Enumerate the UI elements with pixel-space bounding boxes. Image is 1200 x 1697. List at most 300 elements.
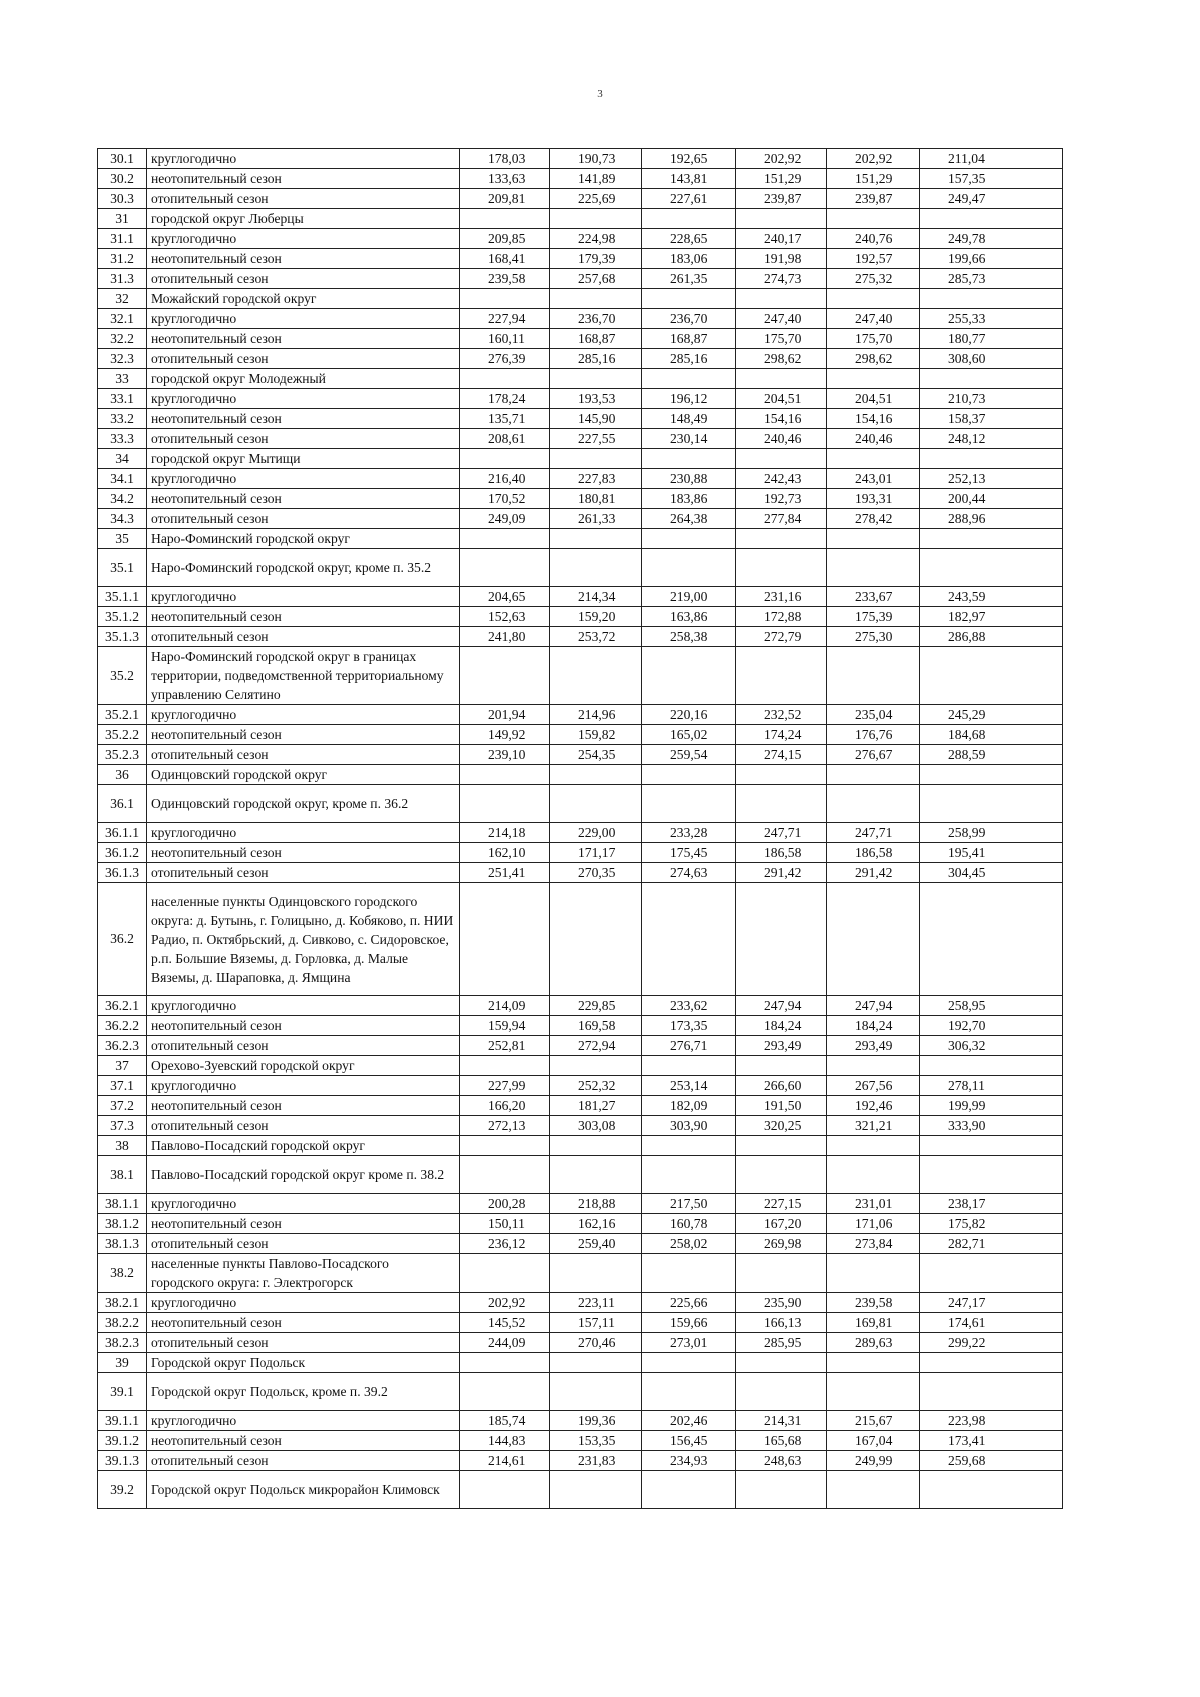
row-name: круглогодично (147, 309, 460, 329)
tariff-value (460, 1156, 550, 1194)
tariff-value: 274,63 (642, 863, 736, 883)
row-number: 38.2.2 (98, 1313, 147, 1333)
tariff-value: 266,60 (736, 1076, 827, 1096)
tariff-value: 135,71 (460, 409, 550, 429)
row-name: неотопительный сезон (147, 1214, 460, 1234)
page-number: 3 (597, 88, 603, 100)
tariff-value: 229,85 (550, 996, 642, 1016)
row-name: круглогодично (147, 705, 460, 725)
tariff-value (736, 449, 827, 469)
tariff-value: 144,83 (460, 1431, 550, 1451)
tariff-value: 141,89 (550, 169, 642, 189)
tariff-value: 236,70 (550, 309, 642, 329)
tariff-value (642, 1136, 736, 1156)
tariff-value: 278,42 (827, 509, 920, 529)
tariff-value: 258,38 (642, 627, 736, 647)
tariff-value: 273,84 (827, 1234, 920, 1254)
tariff-value (460, 765, 550, 785)
tariff-value (827, 1353, 920, 1373)
tariff-value (460, 369, 550, 389)
row-number: 31.3 (98, 269, 147, 289)
tariff-value (736, 289, 827, 309)
tariff-value (736, 1373, 827, 1411)
tariff-value: 293,49 (736, 1036, 827, 1056)
table-row (98, 1056, 1063, 1076)
tariff-value (920, 369, 1063, 389)
table-row (98, 1156, 1063, 1194)
row-name: отопительный сезон (147, 627, 460, 647)
tariff-value: 193,31 (827, 489, 920, 509)
tariff-value (550, 1254, 642, 1293)
row-number: 36.1.1 (98, 823, 147, 843)
tariff-value: 171,17 (550, 843, 642, 863)
row-name: неотопительный сезон (147, 1096, 460, 1116)
tariff-value: 202,46 (642, 1411, 736, 1431)
tariff-value: 215,67 (827, 1411, 920, 1431)
tariff-value: 277,84 (736, 509, 827, 529)
tariff-value: 167,20 (736, 1214, 827, 1234)
row-name: круглогодично (147, 1076, 460, 1096)
tariff-value: 261,35 (642, 269, 736, 289)
tariff-value: 223,11 (550, 1293, 642, 1313)
tariff-value: 202,92 (736, 149, 827, 169)
tariff-value: 183,06 (642, 249, 736, 269)
row-number: 36.1 (98, 785, 147, 823)
tariff-value: 247,40 (827, 309, 920, 329)
table-row (98, 627, 1063, 647)
tariff-value: 304,45 (920, 863, 1063, 883)
tariff-value: 276,39 (460, 349, 550, 369)
tariff-value: 193,53 (550, 389, 642, 409)
tariff-value: 178,03 (460, 149, 550, 169)
row-name: неотопительный сезон (147, 607, 460, 627)
tariff-value (827, 1471, 920, 1509)
row-number: 32.1 (98, 309, 147, 329)
tariff-value: 258,99 (920, 823, 1063, 843)
row-number: 34 (98, 449, 147, 469)
row-number: 30.3 (98, 189, 147, 209)
tariff-value: 254,35 (550, 745, 642, 765)
row-name: неотопительный сезон (147, 409, 460, 429)
tariff-value: 240,46 (827, 429, 920, 449)
tariff-value: 174,61 (920, 1313, 1063, 1333)
tariff-value: 148,49 (642, 409, 736, 429)
tariff-value: 306,32 (920, 1036, 1063, 1056)
tariff-value: 227,94 (460, 309, 550, 329)
tariff-value: 182,97 (920, 607, 1063, 627)
tariff-value: 186,58 (827, 843, 920, 863)
table-row (98, 843, 1063, 863)
tariff-value: 276,67 (827, 745, 920, 765)
tariff-value: 321,21 (827, 1116, 920, 1136)
table-row (98, 309, 1063, 329)
row-number: 36.2.3 (98, 1036, 147, 1056)
tariff-value (550, 449, 642, 469)
tariff-value: 286,88 (920, 627, 1063, 647)
tariff-value (550, 765, 642, 785)
row-name: круглогодично (147, 469, 460, 489)
tariff-value (642, 1056, 736, 1076)
tariff-value: 267,56 (827, 1076, 920, 1096)
table-row (98, 449, 1063, 469)
row-name: Павлово-Посадский городской округ кроме п. 38.2 (147, 1156, 460, 1194)
tariff-value (460, 289, 550, 309)
row-name: круглогодично (147, 1194, 460, 1214)
tariff-value: 220,16 (642, 705, 736, 725)
tariff-value (920, 1156, 1063, 1194)
table-row (98, 149, 1063, 169)
tariff-value: 204,51 (736, 389, 827, 409)
tariff-value (920, 1373, 1063, 1411)
row-name: Городской округ Подольск (147, 1353, 460, 1373)
tariff-value: 169,81 (827, 1313, 920, 1333)
tariff-value: 227,55 (550, 429, 642, 449)
tariff-value: 191,50 (736, 1096, 827, 1116)
row-name: отопительный сезон (147, 349, 460, 369)
table-row (98, 1373, 1063, 1411)
row-name: отопительный сезон (147, 509, 460, 529)
tariff-value: 228,65 (642, 229, 736, 249)
tariff-value (736, 1471, 827, 1509)
tariff-value (736, 1136, 827, 1156)
tariff-value: 240,17 (736, 229, 827, 249)
row-name: неотопительный сезон (147, 249, 460, 269)
tariff-value: 166,20 (460, 1096, 550, 1116)
tariff-value: 243,01 (827, 469, 920, 489)
row-name: отопительный сезон (147, 1451, 460, 1471)
tariff-value: 231,01 (827, 1194, 920, 1214)
tariff-value: 245,29 (920, 705, 1063, 725)
tariff-value (642, 1156, 736, 1194)
row-number: 37 (98, 1056, 147, 1076)
row-name: неотопительный сезон (147, 489, 460, 509)
row-name: Наро-Фоминский городской округ, кроме п. 35.2 (147, 549, 460, 587)
tariff-value: 288,96 (920, 509, 1063, 529)
tariff-value: 165,02 (642, 725, 736, 745)
table-row (98, 883, 1063, 996)
row-number: 35 (98, 529, 147, 549)
tariff-value: 285,16 (550, 349, 642, 369)
tariff-value (827, 369, 920, 389)
table-row (98, 705, 1063, 725)
row-name: городской округ Молодежный (147, 369, 460, 389)
row-number: 36.2 (98, 883, 147, 996)
tariff-value: 176,76 (827, 725, 920, 745)
tariff-value: 202,92 (827, 149, 920, 169)
row-name: отопительный сезон (147, 1333, 460, 1353)
tariff-value: 159,94 (460, 1016, 550, 1036)
row-name: круглогодично (147, 229, 460, 249)
tariff-value: 241,80 (460, 627, 550, 647)
tariff-value: 247,94 (736, 996, 827, 1016)
tariff-value (827, 765, 920, 785)
table-row (98, 863, 1063, 883)
tariff-value: 249,99 (827, 1451, 920, 1471)
tariff-table (97, 148, 1063, 1509)
row-number: 34.1 (98, 469, 147, 489)
row-name: Павлово-Посадский городской округ (147, 1136, 460, 1156)
tariff-value (736, 1254, 827, 1293)
tariff-value (642, 1254, 736, 1293)
tariff-value: 232,52 (736, 705, 827, 725)
row-name: круглогодично (147, 1293, 460, 1313)
row-name: неотопительный сезон (147, 843, 460, 863)
table-row (98, 725, 1063, 745)
row-number: 35.1 (98, 549, 147, 587)
table-row (98, 1431, 1063, 1451)
row-name: Наро-Фоминский городской округ в границах территории, подведомственной территориальному управлению Селятино (147, 647, 460, 705)
table-row (98, 369, 1063, 389)
tariff-value: 275,32 (827, 269, 920, 289)
tariff-value: 160,78 (642, 1214, 736, 1234)
tariff-value: 182,09 (642, 1096, 736, 1116)
row-number: 35.2.2 (98, 725, 147, 745)
tariff-value: 154,16 (736, 409, 827, 429)
tariff-value: 162,10 (460, 843, 550, 863)
tariff-value: 233,62 (642, 996, 736, 1016)
tariff-value: 231,16 (736, 587, 827, 607)
tariff-value: 252,81 (460, 1036, 550, 1056)
tariff-value: 230,88 (642, 469, 736, 489)
tariff-value: 133,63 (460, 169, 550, 189)
row-number: 32 (98, 289, 147, 309)
tariff-value: 240,76 (827, 229, 920, 249)
row-number: 38.2.1 (98, 1293, 147, 1313)
tariff-value (460, 1136, 550, 1156)
tariff-value: 308,60 (920, 349, 1063, 369)
tariff-value (550, 369, 642, 389)
tariff-value (550, 1471, 642, 1509)
table-row (98, 249, 1063, 269)
tariff-value (460, 1471, 550, 1509)
tariff-value: 145,52 (460, 1313, 550, 1333)
tariff-value: 199,66 (920, 249, 1063, 269)
tariff-value: 235,04 (827, 705, 920, 725)
tariff-value: 219,00 (642, 587, 736, 607)
tariff-value: 175,45 (642, 843, 736, 863)
tariff-value (550, 209, 642, 229)
table-row (98, 469, 1063, 489)
table-row (98, 189, 1063, 209)
tariff-value: 291,42 (736, 863, 827, 883)
tariff-value (460, 1254, 550, 1293)
tariff-value: 273,01 (642, 1333, 736, 1353)
tariff-value: 165,68 (736, 1431, 827, 1451)
table-row (98, 1254, 1063, 1293)
tariff-value: 167,04 (827, 1431, 920, 1451)
tariff-value: 208,61 (460, 429, 550, 449)
row-number: 36.1.2 (98, 843, 147, 863)
tariff-value: 247,94 (827, 996, 920, 1016)
tariff-value: 218,88 (550, 1194, 642, 1214)
tariff-value (827, 883, 920, 996)
tariff-value (920, 1471, 1063, 1509)
tariff-value: 270,35 (550, 863, 642, 883)
table-row (98, 169, 1063, 189)
tariff-value: 151,29 (827, 169, 920, 189)
tariff-value: 239,58 (460, 269, 550, 289)
tariff-value: 160,11 (460, 329, 550, 349)
tariff-value: 209,81 (460, 189, 550, 209)
row-name: неотопительный сезон (147, 169, 460, 189)
tariff-value: 192,46 (827, 1096, 920, 1116)
tariff-value: 276,71 (642, 1036, 736, 1056)
tariff-value: 180,81 (550, 489, 642, 509)
tariff-value (827, 1136, 920, 1156)
tariff-value: 285,16 (642, 349, 736, 369)
tariff-value (827, 529, 920, 549)
tariff-value: 236,70 (642, 309, 736, 329)
row-name: отопительный сезон (147, 429, 460, 449)
tariff-value: 190,73 (550, 149, 642, 169)
table-row (98, 765, 1063, 785)
table-row (98, 587, 1063, 607)
tariff-value (550, 1353, 642, 1373)
table-row (98, 1293, 1063, 1313)
tariff-value: 179,39 (550, 249, 642, 269)
tariff-value: 227,61 (642, 189, 736, 209)
row-name: неотопительный сезон (147, 1016, 460, 1036)
tariff-value: 192,70 (920, 1016, 1063, 1036)
row-name: отопительный сезон (147, 745, 460, 765)
tariff-value (460, 1373, 550, 1411)
row-name: отопительный сезон (147, 1234, 460, 1254)
tariff-value: 258,95 (920, 996, 1063, 1016)
table-row (98, 529, 1063, 549)
row-number: 33.1 (98, 389, 147, 409)
row-number: 38.1.1 (98, 1194, 147, 1214)
row-number: 37.2 (98, 1096, 147, 1116)
tariff-value (642, 529, 736, 549)
tariff-value: 249,47 (920, 189, 1063, 209)
row-number: 35.1.2 (98, 607, 147, 627)
table-row (98, 1194, 1063, 1214)
tariff-value: 175,39 (827, 607, 920, 627)
row-name: неотопительный сезон (147, 1313, 460, 1333)
tariff-value: 229,00 (550, 823, 642, 843)
row-number: 37.3 (98, 1116, 147, 1136)
tariff-value: 247,71 (827, 823, 920, 843)
tariff-value: 149,92 (460, 725, 550, 745)
tariff-value (736, 1056, 827, 1076)
tariff-value: 170,52 (460, 489, 550, 509)
tariff-value: 244,09 (460, 1333, 550, 1353)
tariff-value: 150,11 (460, 1214, 550, 1234)
row-number: 38.1.2 (98, 1214, 147, 1234)
tariff-value: 224,98 (550, 229, 642, 249)
tariff-value (736, 369, 827, 389)
table-row (98, 289, 1063, 309)
tariff-value: 247,17 (920, 1293, 1063, 1313)
tariff-value: 199,36 (550, 1411, 642, 1431)
tariff-value (920, 883, 1063, 996)
tariff-value (736, 785, 827, 823)
row-number: 30.2 (98, 169, 147, 189)
tariff-value: 200,44 (920, 489, 1063, 509)
tariff-value: 209,85 (460, 229, 550, 249)
row-name: неотопительный сезон (147, 329, 460, 349)
table-row (98, 823, 1063, 843)
tariff-value: 175,82 (920, 1214, 1063, 1234)
table-row (98, 1076, 1063, 1096)
row-number: 39.2 (98, 1471, 147, 1509)
tariff-value: 257,68 (550, 269, 642, 289)
tariff-value: 156,45 (642, 1431, 736, 1451)
tariff-value: 159,20 (550, 607, 642, 627)
tariff-value: 157,35 (920, 169, 1063, 189)
row-number: 36.1.3 (98, 863, 147, 883)
row-name: круглогодично (147, 389, 460, 409)
tariff-value: 173,41 (920, 1431, 1063, 1451)
table-row (98, 489, 1063, 509)
tariff-value (550, 647, 642, 705)
tariff-value: 255,33 (920, 309, 1063, 329)
tariff-value (550, 883, 642, 996)
row-name: Можайский городской округ (147, 289, 460, 309)
table-row (98, 1036, 1063, 1056)
table-row (98, 607, 1063, 627)
tariff-value (642, 1471, 736, 1509)
table-row (98, 1016, 1063, 1036)
row-name: отопительный сезон (147, 863, 460, 883)
tariff-value: 269,98 (736, 1234, 827, 1254)
row-name: Одинцовский городской округ (147, 765, 460, 785)
tariff-value (827, 1373, 920, 1411)
table-row (98, 1136, 1063, 1156)
row-number: 34.3 (98, 509, 147, 529)
tariff-value: 184,24 (736, 1016, 827, 1036)
tariff-value: 180,77 (920, 329, 1063, 349)
tariff-value: 285,95 (736, 1333, 827, 1353)
table-row (98, 349, 1063, 369)
tariff-value (550, 1156, 642, 1194)
row-number: 33 (98, 369, 147, 389)
table-row (98, 1411, 1063, 1431)
tariff-value (460, 647, 550, 705)
tariff-value: 163,86 (642, 607, 736, 627)
tariff-value (550, 529, 642, 549)
tariff-value: 242,43 (736, 469, 827, 489)
table-row (98, 1214, 1063, 1234)
tariff-value: 151,29 (736, 169, 827, 189)
tariff-value: 183,86 (642, 489, 736, 509)
tariff-value: 238,17 (920, 1194, 1063, 1214)
tariff-value: 274,15 (736, 745, 827, 765)
tariff-value: 278,11 (920, 1076, 1063, 1096)
row-number: 35.1.1 (98, 587, 147, 607)
row-number: 37.1 (98, 1076, 147, 1096)
tariff-value: 298,62 (827, 349, 920, 369)
table-row (98, 509, 1063, 529)
tariff-value: 204,65 (460, 587, 550, 607)
tariff-value: 233,67 (827, 587, 920, 607)
tariff-value (920, 209, 1063, 229)
row-name: отопительный сезон (147, 1116, 460, 1136)
tariff-value: 285,73 (920, 269, 1063, 289)
tariff-value (920, 1056, 1063, 1076)
tariff-value: 214,61 (460, 1451, 550, 1471)
tariff-value (736, 1353, 827, 1373)
tariff-value: 275,30 (827, 627, 920, 647)
row-number: 33.3 (98, 429, 147, 449)
tariff-value (550, 549, 642, 587)
tariff-value (460, 1353, 550, 1373)
tariff-value (642, 883, 736, 996)
row-name: населенные пункты Одинцовского городского округа: д. Бутынь, г. Голицыно, д. Кобяково, п. НИИ Радио, п. Октябрьский, д. Сивково, с. Сидоровское, р.п. Большие Вяземы, д. Горловка, д. Малые Вяземы, д. Шараповка, д. Ямщина (147, 883, 460, 996)
table-body (98, 149, 1063, 1509)
tariff-value: 175,70 (827, 329, 920, 349)
tariff-value: 239,87 (736, 189, 827, 209)
